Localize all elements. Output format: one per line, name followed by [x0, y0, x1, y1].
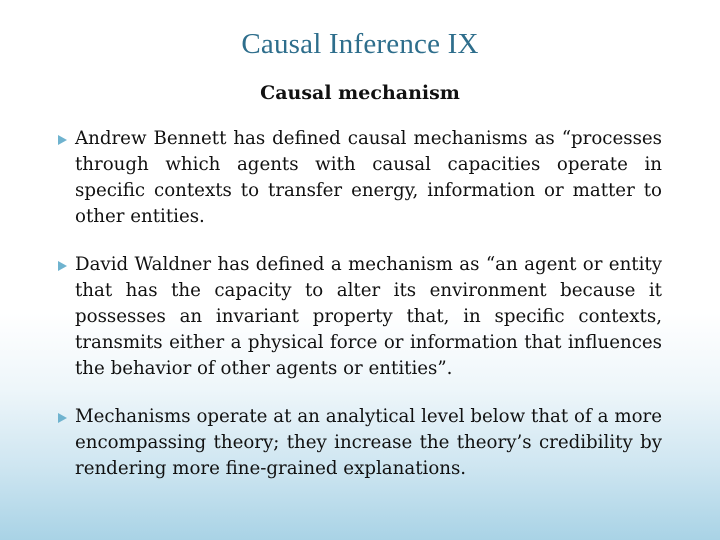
- triangle-bullet-icon: [58, 261, 67, 271]
- bullet-text: David Waldner has defined a mechanism as “an agent or entity that has the capacity to alter its environment because it possesses an invariant property that, in specific contexts, transmits either a physical force or information that influences the behavior of other agents or entities”.: [75, 254, 662, 379]
- bullet-item: [44, 404, 662, 482]
- bullet-item: [44, 126, 662, 230]
- bullet-text: Andrew Bennett has defined causal mechanisms as “processes through which agents with causal capacities operate in specific contexts to transfer energy, information or matter to other entities.: [75, 128, 662, 227]
- slide-subtitle: Causal mechanism: [260, 82, 460, 104]
- slide-title: Causal Inference IX: [241, 28, 479, 60]
- triangle-bullet-icon: [58, 413, 67, 423]
- triangle-bullet-icon: [58, 135, 67, 145]
- bullet-text: Mechanisms operate at an analytical level below that of a more encompassing theory; they increase the theory’s credibility by rendering more fine-grained explanations.: [75, 406, 662, 479]
- bullet-list: [44, 126, 662, 504]
- bullet-item: [44, 252, 662, 382]
